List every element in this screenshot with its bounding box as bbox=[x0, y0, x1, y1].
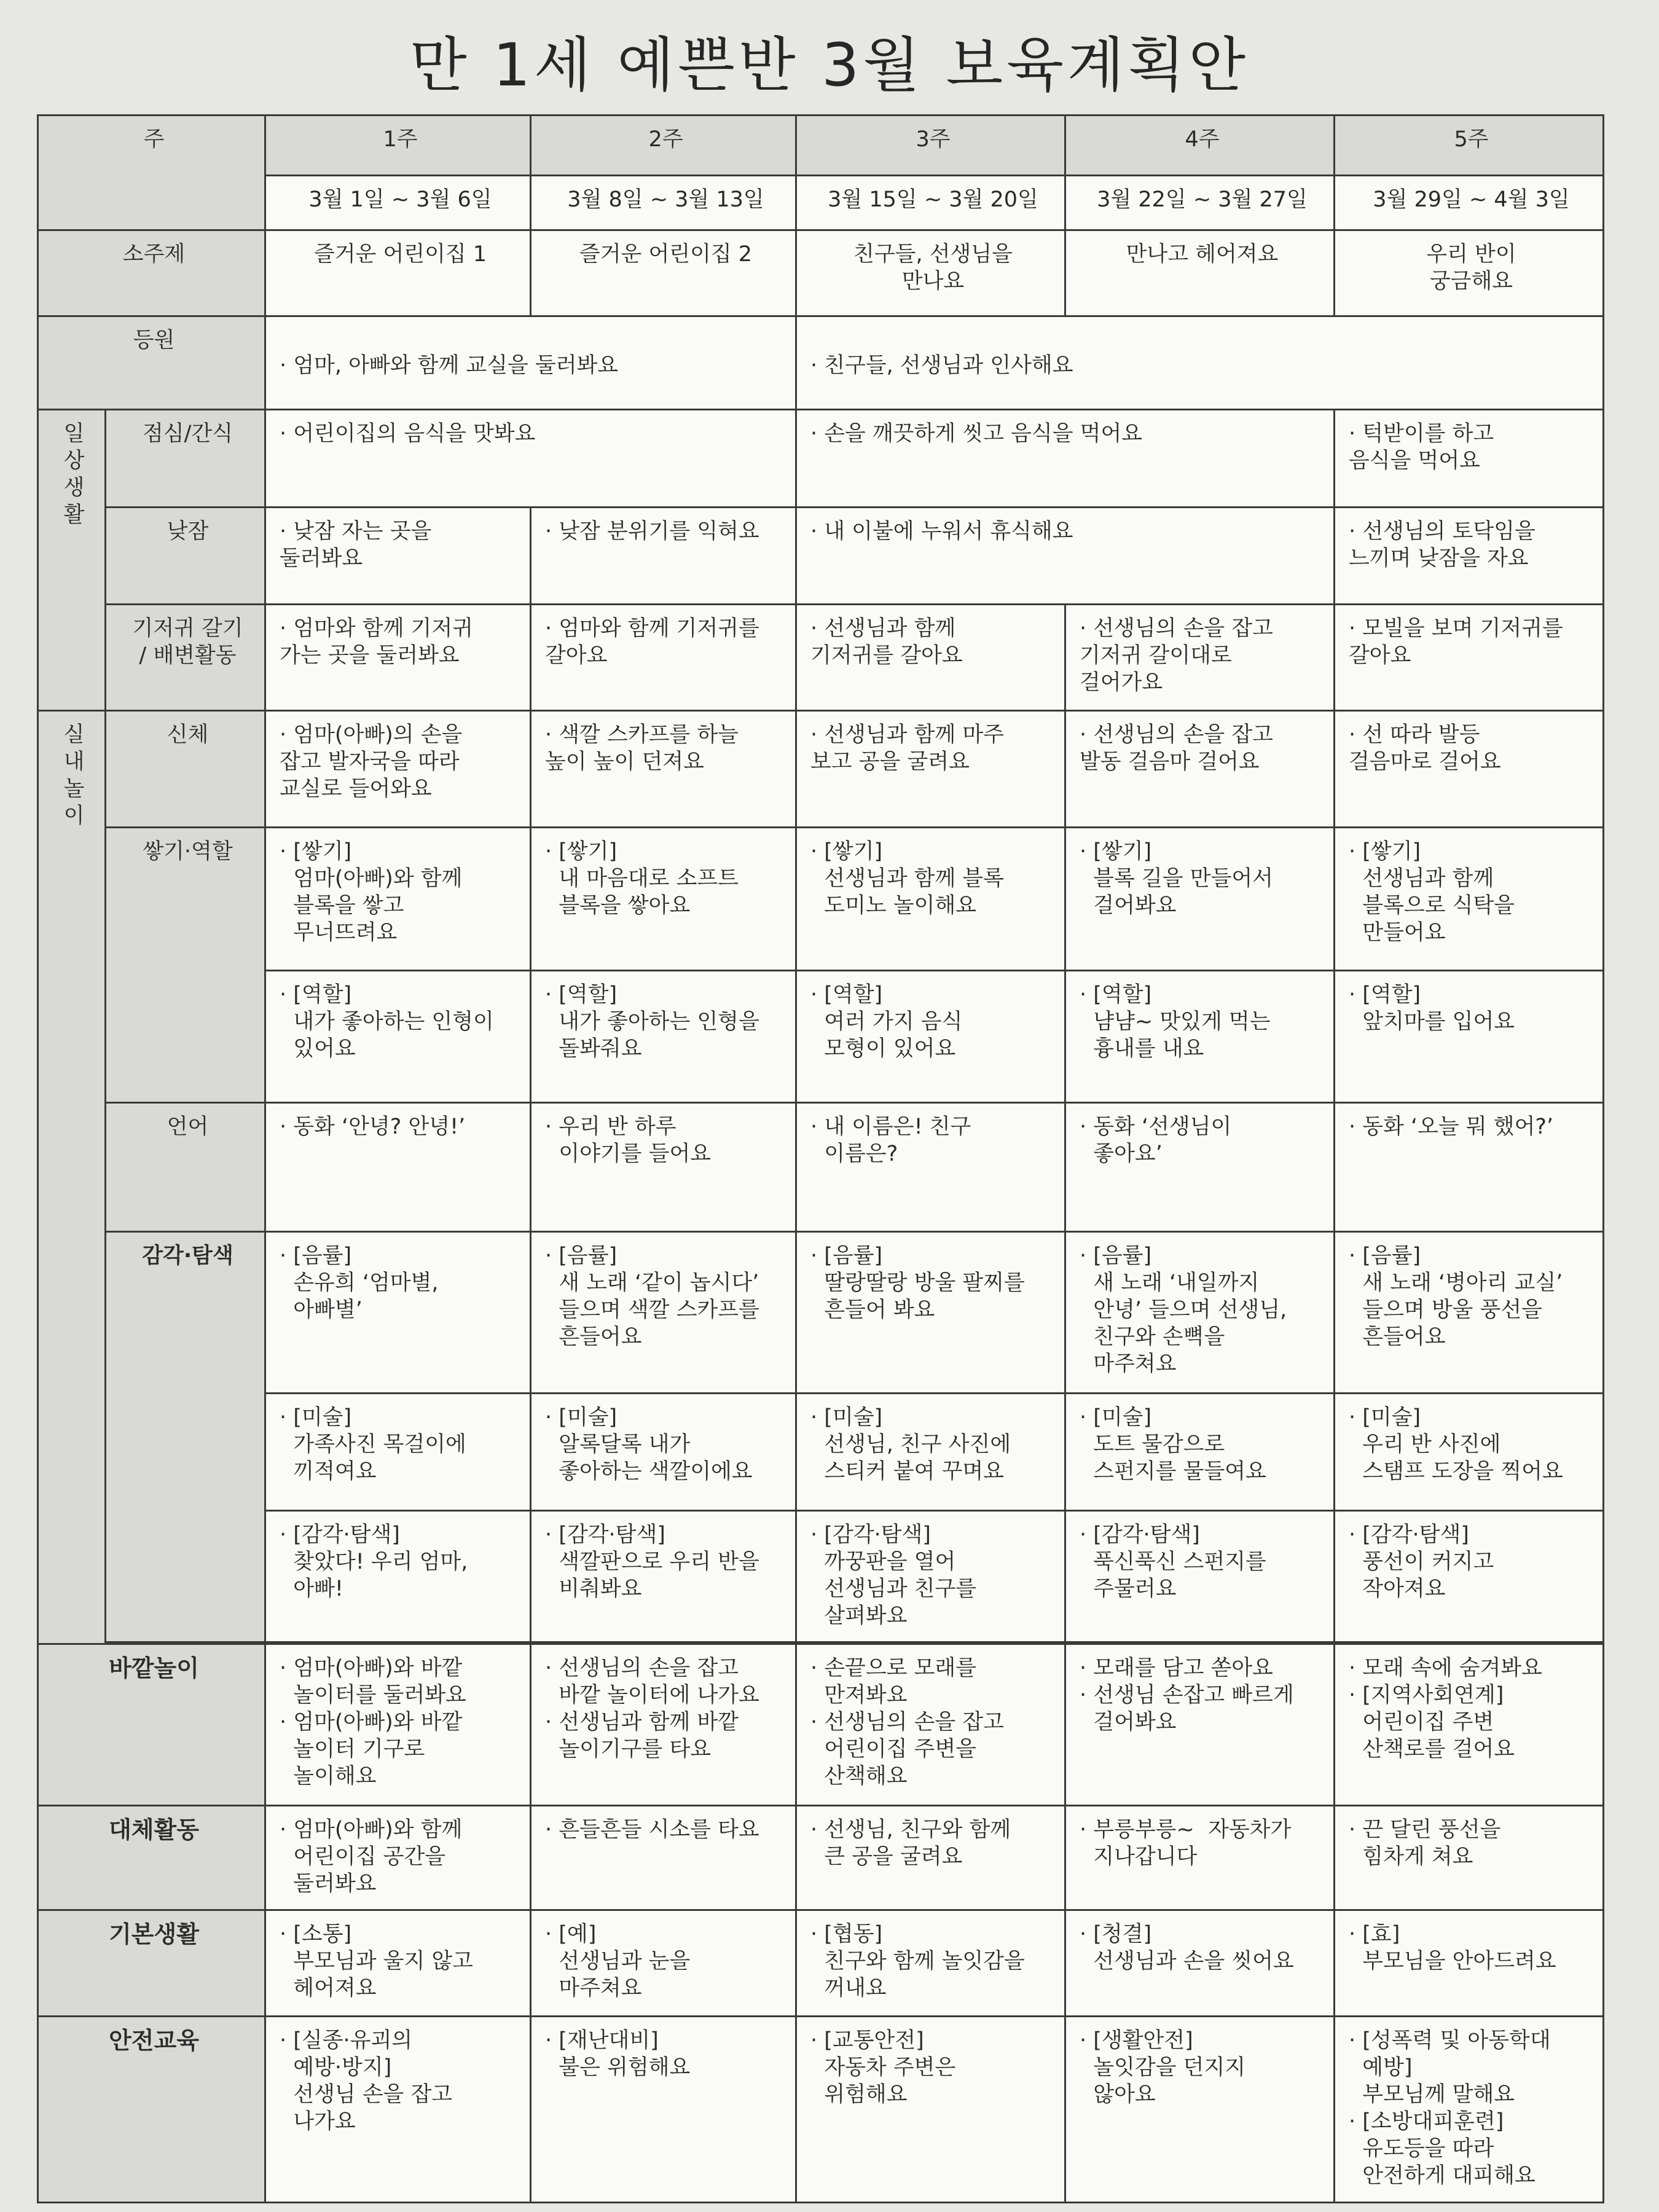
week-2-dates: 3월 8일 ~ 3월 13일 bbox=[531, 176, 796, 230]
alternative-week-4: · 부릉부릉~ 자동차가 지나갑니다 bbox=[1065, 1805, 1335, 1910]
language-week-1: · 동화 ‘안녕? 안녕!’ bbox=[265, 1102, 531, 1232]
safety-label: 안전교육 bbox=[38, 2016, 265, 2202]
week-5-dates: 3월 29일 ~ 4월 3일 bbox=[1335, 176, 1604, 230]
art-week-2: · [미술] 알록달록 내가 좋아하는 색깔이에요 bbox=[531, 1394, 796, 1511]
blocks-week-4: · [쌓기] 블록 길을 만들어서 걸어봐요 bbox=[1065, 828, 1335, 971]
subtopic-week-1: 즐거운 어린이집 1 bbox=[265, 230, 531, 316]
diaper-week-1: · 엄마와 함께 기저귀 가는 곳을 둘러봐요 bbox=[265, 605, 531, 711]
diaper-week-5: · 모빌을 보며 기저귀를 갈아요 bbox=[1335, 605, 1604, 711]
music-week-1: · [음률] 손유희 ‘엄마별, 아빠별’ bbox=[265, 1232, 531, 1394]
alternative-week-2: · 흔들흔들 시소를 타요 bbox=[531, 1805, 796, 1910]
subtopic-label: 소주제 bbox=[38, 230, 265, 316]
basic-life-row bbox=[38, 1910, 1604, 2017]
basic-life-label: 기본생활 bbox=[38, 1910, 265, 2017]
blocks-row bbox=[38, 828, 1604, 971]
week-2-label: 2주 bbox=[531, 116, 796, 176]
diaper-label: 기저귀 갈기 / 배변활동 bbox=[106, 605, 265, 711]
week-4-dates: 3월 22일 ~ 3월 27일 bbox=[1065, 176, 1335, 230]
explore-week-2: · [감각·탐색] 색깔판으로 우리 반을 비춰봐요 bbox=[531, 1510, 796, 1642]
physical-week-3: · 선생님과 함께 마주 보고 공을 굴려요 bbox=[796, 710, 1065, 828]
blocks-roles-label: 쌓기·역할 bbox=[106, 828, 265, 1102]
language-week-4: · 동화 ‘선생님이 좋아요’ bbox=[1065, 1102, 1335, 1232]
sensory-label: 감각·탐색 bbox=[106, 1232, 265, 1642]
outdoor-week-2: · 선생님의 손을 잡고 바깥 놀이터에 나가요 · 선생님과 함께 바깥 놀이기구를 타요 bbox=[531, 1644, 796, 1806]
nap-week-2: · 낮잠 분위기를 익혀요 bbox=[531, 507, 796, 604]
outdoor-week-5: · 모래 속에 숨겨봐요 · [지역사회연계] 어린이집 주변 산책로를 걸어요 bbox=[1335, 1644, 1604, 1806]
basic-life-week-3: · [협동] 친구와 함께 놀잇감을 꺼내요 bbox=[796, 1910, 1065, 2017]
week-4-label: 4주 bbox=[1065, 116, 1335, 176]
page-title: 만 1세 예쁜반 3월 보육계획안 bbox=[409, 31, 1250, 100]
music-week-2: · [음률] 새 노래 ‘같이 놉시다’ 들으며 색깔 스카프를 흔들어요 bbox=[531, 1232, 796, 1394]
safety-week-3: · [교통안전] 자동차 주변은 위험해요 bbox=[796, 2016, 1065, 2202]
outdoor-label: 바깥놀이 bbox=[38, 1644, 265, 1806]
safety-row bbox=[38, 2016, 1604, 2202]
language-label: 언어 bbox=[106, 1102, 265, 1232]
week-5-label: 5주 bbox=[1335, 116, 1604, 176]
blocks-week-1: · [쌓기] 엄마(아빠)와 함께 블록을 쌓고 무너뜨려요 bbox=[265, 828, 531, 971]
subtopic-week-4: 만나고 헤어져요 bbox=[1065, 230, 1335, 316]
alternative-week-5: · 끈 달린 풍선을 힘차게 쳐요 bbox=[1335, 1805, 1604, 1910]
week-1-dates: 3월 1일 ~ 3월 6일 bbox=[265, 176, 531, 230]
week-header-label: 주 bbox=[38, 116, 265, 230]
basic-life-week-1: · [소통] 부모님과 울지 않고 헤어져요 bbox=[265, 1910, 531, 2017]
roles-week-4: · [역할] 냠냠~ 맛있게 먹는 흉내를 내요 bbox=[1065, 971, 1335, 1103]
art-week-3: · [미술] 선생님, 친구 사진에 스티커 붙여 꾸며요 bbox=[796, 1394, 1065, 1511]
subtopic-week-5: 우리 반이 궁금해요 bbox=[1335, 230, 1604, 316]
care-plan-table bbox=[37, 114, 1604, 2203]
diaper-week-2: · 엄마와 함께 기저귀를 갈아요 bbox=[531, 605, 796, 711]
music-week-5: · [음률] 새 노래 ‘병아리 교실’ 들으며 방울 풍선을 흔들어요 bbox=[1335, 1232, 1604, 1394]
nap-week-3-4: · 내 이불에 누워서 휴식해요 bbox=[796, 507, 1335, 604]
arrival-week-3-5: · 친구들, 선생님과 인사해요 bbox=[796, 316, 1604, 409]
basic-life-week-4: · [청결] 선생님과 손을 씻어요 bbox=[1065, 1910, 1335, 2017]
meal-week-5: · 턱받이를 하고 음식을 먹어요 bbox=[1335, 410, 1604, 507]
outdoor-week-1: · 엄마(아빠)와 바깥 놀이터를 둘러봐요 · 엄마(아빠)와 바깥 놀이터 기구로 놀이해요 bbox=[265, 1644, 531, 1806]
physical-row bbox=[38, 710, 1604, 828]
arrival-label: 등원 bbox=[38, 316, 265, 409]
blocks-week-5: · [쌓기] 선생님과 함께 블록으로 식탁을 만들어요 bbox=[1335, 828, 1604, 971]
safety-week-4: · [생활안전] 놀잇감을 던지지 않아요 bbox=[1065, 2016, 1335, 2202]
nap-week-1: · 낮잠 자는 곳을 둘러봐요 bbox=[265, 507, 531, 604]
subtopic-row bbox=[38, 230, 1604, 316]
roles-row bbox=[38, 971, 1604, 1103]
daily-life-group-label: 일상생활 bbox=[38, 410, 106, 710]
explore-week-3: · [감각·탐색] 까꿍판을 열어 선생님과 친구를 살펴봐요 bbox=[796, 1510, 1065, 1642]
alternative-week-3: · 선생님, 친구와 함께 큰 공을 굴려요 bbox=[796, 1805, 1065, 1910]
indoor-play-group-label: 실내놀이 bbox=[38, 710, 106, 1644]
explore-row bbox=[38, 1510, 1604, 1642]
subtopic-week-3: 친구들, 선생님을 만나요 bbox=[796, 230, 1065, 316]
roles-week-1: · [역할] 내가 좋아하는 인형이 있어요 bbox=[265, 971, 531, 1103]
week-row bbox=[38, 116, 1604, 176]
language-week-3: · 내 이름은! 친구 이름은? bbox=[796, 1102, 1065, 1232]
outdoor-row bbox=[38, 1644, 1604, 1806]
alternative-week-1: · 엄마(아빠)와 함께 어린이집 공간을 둘러봐요 bbox=[265, 1805, 531, 1910]
physical-week-4: · 선생님의 손을 잡고 발동 걸음마 걸어요 bbox=[1065, 710, 1335, 828]
blocks-week-3: · [쌓기] 선생님과 함께 블록 도미노 놀이해요 bbox=[796, 828, 1065, 971]
meal-label: 점심/간식 bbox=[106, 410, 265, 507]
language-row bbox=[38, 1102, 1604, 1232]
outdoor-week-3: · 손끝으로 모래를 만져봐요 · 선생님의 손을 잡고 어린이집 주변을 산책해요 bbox=[796, 1644, 1065, 1806]
blocks-week-2: · [쌓기] 내 마음대로 소프트 블록을 쌓아요 bbox=[531, 828, 796, 971]
diaper-week-3: · 선생님과 함께 기저귀를 갈아요 bbox=[796, 605, 1065, 711]
nap-row bbox=[38, 507, 1604, 604]
safety-week-1: · [실종·유괴의 예방·방지] 선생님 손을 잡고 나가요 bbox=[265, 2016, 531, 2202]
meal-week-3-4: · 손을 깨끗하게 씻고 음식을 먹어요 bbox=[796, 410, 1335, 507]
diaper-week-4: · 선생님의 손을 잡고 기저귀 갈이대로 걸어가요 bbox=[1065, 605, 1335, 711]
safety-week-5: · [성폭력 및 아동학대 예방] 부모님께 말해요 · [소방대피훈련] 유도등을 따라 안전하게 대피해요 bbox=[1335, 2016, 1604, 2202]
nap-week-5: · 선생님의 토닥임을 느끼며 낮잠을 자요 bbox=[1335, 507, 1604, 604]
week-3-label: 3주 bbox=[796, 116, 1065, 176]
art-week-4: · [미술] 도트 물감으로 스펀지를 물들여요 bbox=[1065, 1394, 1335, 1511]
music-week-3: · [음률] 딸랑딸랑 방울 팔찌를 흔들어 봐요 bbox=[796, 1232, 1065, 1394]
roles-week-5: · [역할] 앞치마를 입어요 bbox=[1335, 971, 1604, 1103]
nap-label: 낮잠 bbox=[106, 507, 265, 604]
basic-life-week-2: · [예] 선생님과 눈을 마주쳐요 bbox=[531, 1910, 796, 2017]
explore-week-5: · [감각·탐색] 풍선이 커지고 작아져요 bbox=[1335, 1510, 1604, 1642]
physical-label: 신체 bbox=[106, 710, 265, 828]
explore-week-4: · [감각·탐색] 푹신푹신 스펀지를 주물러요 bbox=[1065, 1510, 1335, 1642]
art-week-1: · [미술] 가족사진 목걸이에 끼적여요 bbox=[265, 1394, 531, 1511]
explore-week-1: · [감각·탐색] 찾았다! 우리 엄마, 아빠! bbox=[265, 1510, 531, 1642]
roles-week-3: · [역할] 여러 가지 음식 모형이 있어요 bbox=[796, 971, 1065, 1103]
physical-week-2: · 색깔 스카프를 하늘 높이 높이 던져요 bbox=[531, 710, 796, 828]
roles-week-2: · [역할] 내가 좋아하는 인형을 돌봐줘요 bbox=[531, 971, 796, 1103]
date-row bbox=[38, 176, 1604, 230]
arrival-week-1-2: · 엄마, 아빠와 함께 교실을 둘러봐요 bbox=[265, 316, 796, 409]
week-1-label: 1주 bbox=[265, 116, 531, 176]
art-row bbox=[38, 1394, 1604, 1511]
basic-life-week-5: · [효] 부모님을 안아드려요 bbox=[1335, 1910, 1604, 2017]
physical-week-1: · 엄마(아빠)의 손을 잡고 발자국을 따라 교실로 들어와요 bbox=[265, 710, 531, 828]
meal-row bbox=[38, 410, 1604, 507]
outdoor-week-4: · 모래를 담고 쏟아요 · 선생님 손잡고 빠르게 걸어봐요 bbox=[1065, 1644, 1335, 1806]
music-week-4: · [음률] 새 노래 ‘내일까지 안녕’ 들으며 선생님, 친구와 손뼉을 마주쳐요 bbox=[1065, 1232, 1335, 1394]
week-3-dates: 3월 15일 ~ 3월 20일 bbox=[796, 176, 1065, 230]
language-week-5: · 동화 ‘오늘 뭐 했어?’ bbox=[1335, 1102, 1604, 1232]
alternative-row bbox=[38, 1805, 1604, 1910]
art-week-5: · [미술] 우리 반 사진에 스탬프 도장을 찍어요 bbox=[1335, 1394, 1604, 1511]
subtopic-week-2: 즐거운 어린이집 2 bbox=[531, 230, 796, 316]
language-week-2: · 우리 반 하루 이야기를 들어요 bbox=[531, 1102, 796, 1232]
safety-week-2: · [재난대비] 불은 위험해요 bbox=[531, 2016, 796, 2202]
meal-week-1-2: · 어린이집의 음식을 맛봐요 bbox=[265, 410, 796, 507]
arrival-row bbox=[38, 316, 1604, 409]
music-row bbox=[38, 1232, 1604, 1394]
diaper-row bbox=[38, 605, 1604, 711]
alternative-label: 대체활동 bbox=[38, 1805, 265, 1910]
physical-week-5: · 선 따라 발등 걸음마로 걸어요 bbox=[1335, 710, 1604, 828]
